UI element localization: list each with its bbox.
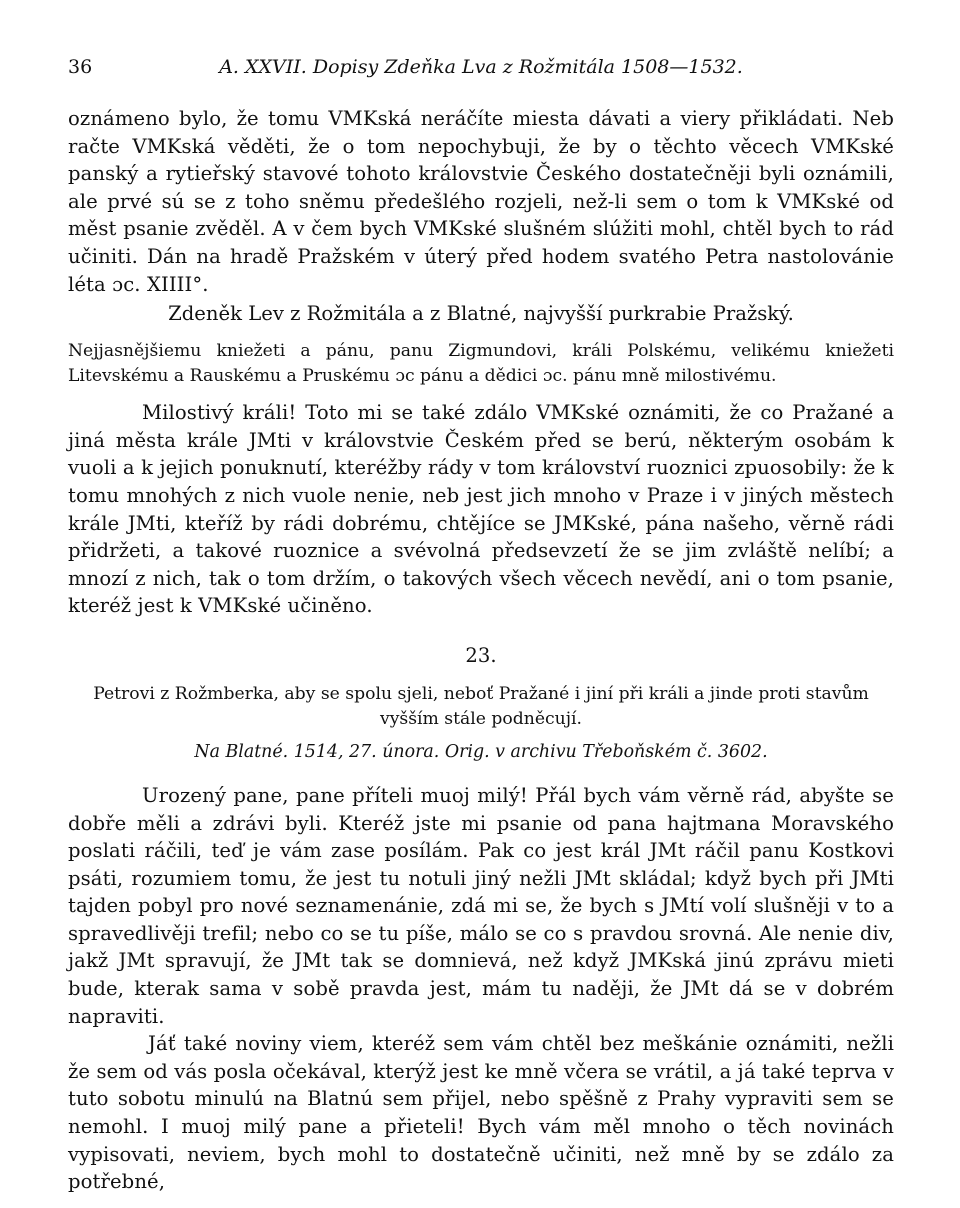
letter-body: Milostivý králi! Toto mi se také zdálo VMKské oznámiti, že co Pražané a jiná města krále JMti v královstvie Českém před se berú, některým osobám k vuoli a k jejich ponuknutí, kteréžby rády v tom království ruoznici zpuosobily: že k tomu mnohých z nich vuole nenie, neb jest jich mnoho v Praze i v jiných městech krále JMti, kteříž by rádi dobrému, chtějíce se JMKské, pána našeho, věrně rádi přidržeti, a takové ruoznice a svévolná předsevzetí že se jim zvláště nelíbí; a mnozí z nich, tak o tom držím, o takových všech věcech nevědí, ani o tom psanie, kteréž jest k VMKské učiněno. [68,401,894,618]
letter-date-source: Na Blatné. 1514, 27. února. Orig. v archivu Třeboňském č. 3602. [194,741,768,762]
book-page [68,56,894,1196]
letter-signature: Zdeněk Lev z Rožmitála a z Blatné, najvyšší purkrabie Pražský. [168,302,794,326]
running-title: A. XXVII. Dopisy Zdeňka Lva z Rožmitála 1508—1532. [219,56,743,78]
letter-number: 23. [465,643,497,667]
letter-paragraph: Jáť také noviny viem, kteréž sem vám chtěl bez meškánie oznámiti, nežli že sem od vás posla očekával, kterýž jest ke mně včera se vrátil, a já také teprva v tuto sobotu minulú na Blatnú sem přijel, nebo spěšně z Prahy vypraviti sem se nemohl. I muoj milý pane a přieteli! Bych vám měl mnoho o těch novinách vypisovati, neviem, bych mohl to dostatečně učiniti, než mně by se zdálo za potřebné, [68,1032,894,1194]
page-number: 36 [68,56,93,78]
letter-paragraph: Urozený pane, pane příteli muoj milý! Přál bych vám věrně rád, abyšte se dobře měli a zdrávi byli. Kteréž jste mi psanie od pana hajtmana Moravského poslati ráčili, teď je vám zase posílám. Pak co jest král JMt ráčil panu Kostkovi psáti, rozumiem tomu, že jest tu notuli jiný nežli JMt skládal; když bych při JMti tajden pobyl pro nové seznamenánie, zdá mi se, že bych s JMtí volí slušněji v to a spravedlivěji trefil; nebo co se tu píše, málo se co s pravdou srovná. Ale nenie div, jakž JMt spravují, že JMt tak se domnievá, než když JMKská jinú zprávu mieti bude, kterak sama v sobě pravda jest, mám tu naději, že JMt dá se v dobrém napraviti. [68,783,894,1028]
letter-summary: Petrovi z Rožmberka, aby se spolu sjeli, neboť Pražané i jiní při králi a jinde proti stavům vyšším stále podněcují. [93,683,869,729]
letter-continuation: oznámeno bylo, že tomu VMKská neráčíte miesta dávati a viery přikládati. Neb račte VMKská věděti, že o tom nepochybuji, že by o těchto věcech VMKské panský a rytieřský stavové tohoto královstvie Českého dostatečněji byli oznámili, ale prvé sú se z toho sněmu předešlého rozjeli, než-li sem o tom k VMKské od měst psanie zvěděl. A v čem bych VMKské slušném slúžiti mohl, chtěl bych to rád učiniti. Dán na hradě Pražském v úterý před hodem svatého Petra nastolovánie léta ɔc. XIIII°. [68,107,894,296]
page-header [68,56,894,86]
letter-address: Nejjasnějšiemu kniežeti a pánu, panu Zigmundovi, králi Polskému, velikému kniežeti Litevskému a Rauskému a Pruskému ɔc pánu a dědici ɔc. pánu mně milostivému. [68,341,894,387]
